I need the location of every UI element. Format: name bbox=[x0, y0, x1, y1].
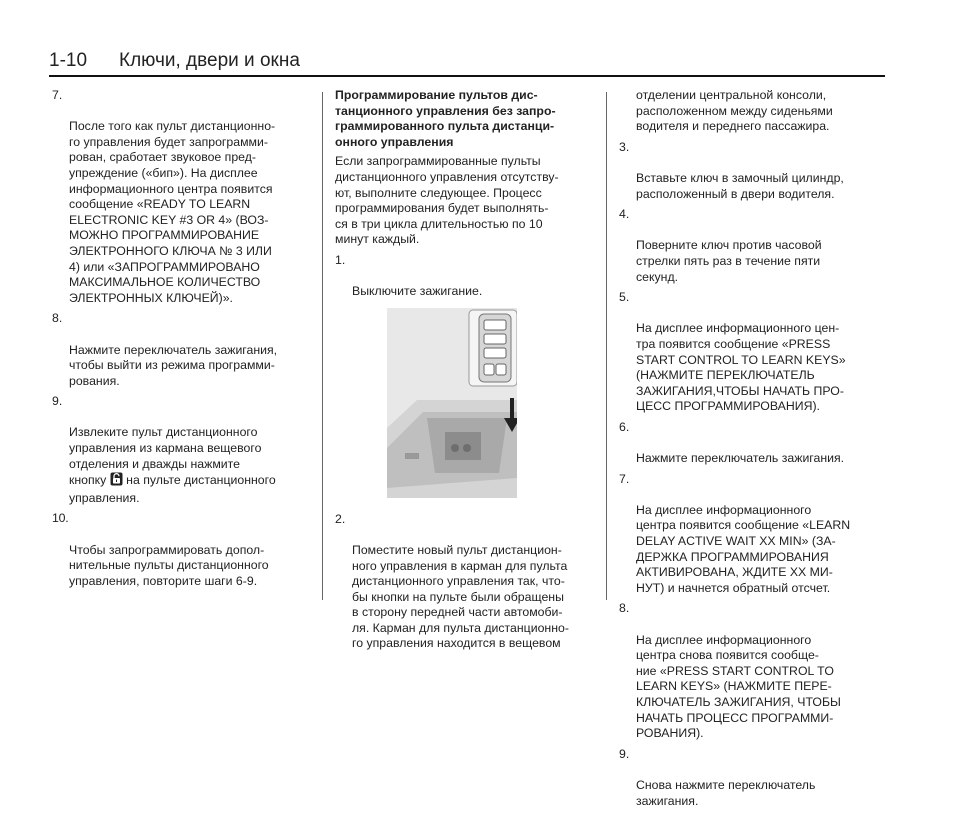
item-text: После того как пульт дистанционно- го управления будет запрограмми- рован, сработает звуковое пред- упреждение («бип»). На дисплее информационного центра появится сообщение «READY TO LEARN ELECTRONIC KEY #3 OR 4» (ВОЗ- МОЖНО ПРОГРАММИРОВАНИЕ ЭЛЕКТРОННОГО КЛЮЧА № 3 ИЛИ 4) или «ЗАПРОГРАММИРОВАНО МАКСИМАЛЬНОЕ КОЛИЧЕСТВО ЭЛЕКТРОННЫХ КЛЮЧЕЙ)». bbox=[69, 119, 276, 305]
list-item bbox=[619, 207, 889, 285]
list-item bbox=[619, 601, 889, 741]
column-divider-2 bbox=[606, 92, 607, 600]
section-title: Ключи, двери и окна bbox=[119, 50, 300, 71]
key-fob-pocket-illustration bbox=[387, 308, 517, 498]
item-number: 6. bbox=[619, 419, 630, 434]
list-item bbox=[52, 311, 310, 389]
item-text: Выключите зажигание. bbox=[352, 284, 483, 299]
item-text: Чтобы запрограммировать допол- нительные пульты дистанционного управления, повторите шаги 6-9. bbox=[69, 542, 269, 588]
item-text: На дисплее информационного цен- тра появится сообщение «PRESS START CONTROL TO LEARN KEYS» (НАЖМИТЕ ПЕРЕКЛЮЧАТЕЛЬ ЗАЖИГАНИЯ,ЧТОБЫ НАЧАТЬ ПРО- ЦЕСС ПРОГРАММИРОВАНИЯ). bbox=[636, 321, 846, 414]
list-item bbox=[619, 290, 889, 415]
list-item bbox=[335, 512, 600, 652]
item-number: 1. bbox=[335, 252, 346, 267]
list-item bbox=[52, 88, 310, 306]
item-text: Снова нажмите переключатель зажигания. bbox=[636, 777, 816, 808]
item-text: Извлеките пульт дистанционного управления из кармана вещевого отделения и дважды нажмите кнопку bbox=[69, 425, 262, 488]
item-text: На дисплее информационного центра появится сообщение «LEARN DELAY ACTIVE WAIT XX MIN» (ЗА- ДЕРЖКА ПРОГРАММИРОВАНИЯ АКТИВИРОВАНА, ЖДИТЕ XX МИ- НУТ) и начнется обратный отсчет. bbox=[636, 502, 851, 595]
column-1 bbox=[52, 88, 310, 594]
page-number: 1-10 bbox=[49, 50, 88, 71]
list-item bbox=[335, 253, 600, 300]
item-text: Поверните ключ против часовой стрелки пять раз в течение пяти секунд. bbox=[636, 238, 822, 284]
list-item bbox=[619, 747, 889, 809]
header-rule bbox=[49, 75, 885, 77]
item-number: 9. bbox=[619, 746, 630, 761]
item-number: 7. bbox=[619, 471, 630, 486]
continuation-text: отделении центральной консоли, расположенном между сиденьями водителя и переднего пассажира. bbox=[636, 88, 833, 134]
item-number: 7. bbox=[52, 88, 63, 102]
unlock-icon bbox=[110, 472, 123, 491]
column-3 bbox=[619, 88, 889, 814]
list-item bbox=[619, 472, 889, 597]
list-item bbox=[619, 140, 889, 202]
item-text: Нажмите переключатель зажигания, чтобы выйти из режима программи- рования. bbox=[69, 342, 278, 388]
item-number: 3. bbox=[619, 139, 630, 154]
section-heading: Программирование пультов дис- танционного управления без запро- граммированного пульта дистанци- онного управления bbox=[335, 88, 556, 149]
item-text: На дисплее информационного центра снова появится сообще- ние «PRESS START CONTROL TO LEARN KEYS» (НАЖМИТЕ ПЕРЕ- КЛЮЧАТЕЛЬ ЗАЖИГАНИЯ, ЧТОБЫ НАЧАТЬ ПРОЦЕСС ПРОГРАММИ- РОВАНИЯ). bbox=[636, 632, 841, 741]
column-divider-1 bbox=[322, 92, 323, 600]
item-number: 10. bbox=[52, 511, 69, 526]
item-text: Поместите новый пульт дистанцион- ного управления в карман для пульта дистанционного управления так, что- бы кнопки на пульте были обращены в сторону передней части автомоби- ля. Карман для пульта дистанционно- го управления находится в вещевом bbox=[352, 542, 569, 651]
item-number: 5. bbox=[619, 290, 630, 305]
item-text: Вставьте ключ в замочный цилиндр, расположенный в двери водителя. bbox=[636, 170, 844, 201]
item-text-continued: на пульте дистанционного управления. bbox=[69, 473, 276, 505]
item-number: 9. bbox=[52, 394, 63, 409]
item-number: 2. bbox=[335, 511, 346, 526]
page-header bbox=[49, 50, 885, 74]
item-number: 8. bbox=[619, 601, 630, 616]
intro-paragraph: Если запрограммированные пульты дистанционного управления отсутству- ют, выполните следующее. Процесс программирования будет выполнять- ся в три цикла длительностью по 10 минут каждый. bbox=[335, 154, 559, 247]
item-number: 4. bbox=[619, 207, 630, 222]
column-2 bbox=[335, 88, 600, 657]
list-item bbox=[52, 511, 310, 589]
list-item bbox=[619, 420, 889, 467]
item-number: 8. bbox=[52, 311, 63, 326]
item-text: Нажмите переключатель зажигания. bbox=[636, 451, 845, 466]
list-item bbox=[52, 394, 310, 506]
